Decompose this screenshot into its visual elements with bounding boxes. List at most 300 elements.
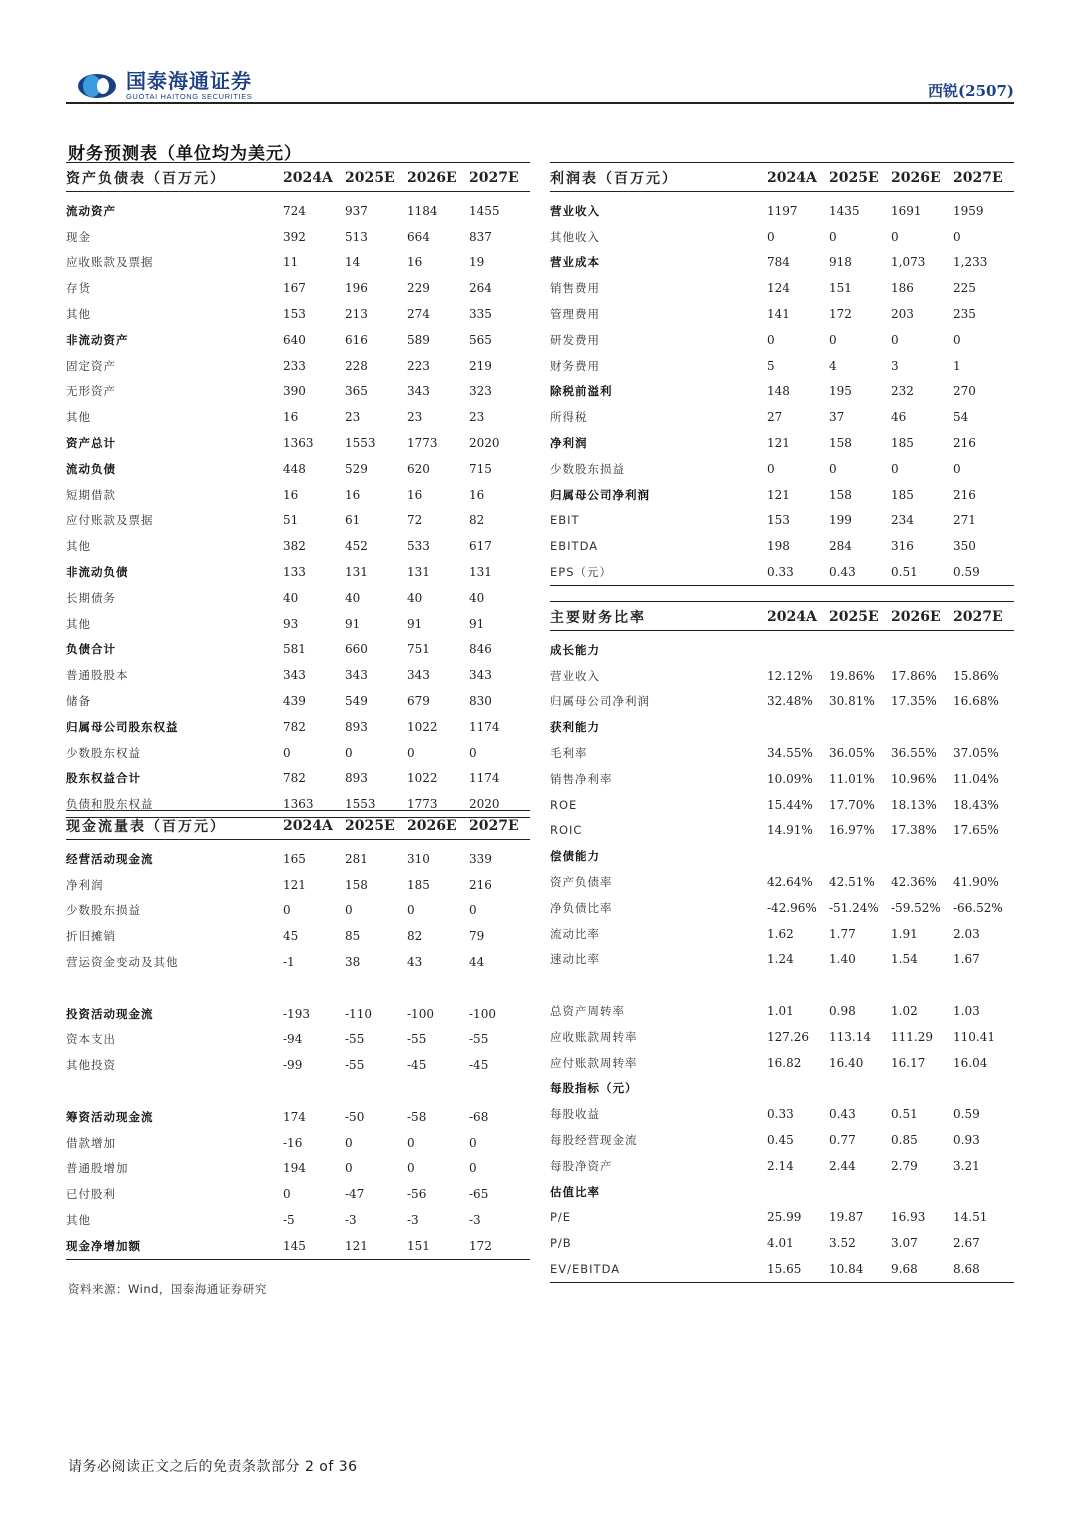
value-cell: 2.03 (953, 926, 980, 941)
value-cell: 16.17 (891, 1055, 926, 1070)
table-row (66, 662, 530, 688)
value-cell (283, 975, 345, 1001)
cash-flow-heading: 现金流量表（百万元） (66, 811, 283, 840)
value-cell: 581 (283, 642, 306, 657)
row-label: 应收账款周转率 (550, 1029, 638, 1044)
row-label: 归属母公司净利润 (550, 487, 650, 502)
value-cell: 17.65% (953, 823, 999, 838)
value-cell: 724 (283, 203, 306, 218)
col-header: 2026E (891, 602, 953, 631)
table-row (66, 430, 530, 456)
value-cell: 23 (345, 410, 361, 425)
row-label: 少数股东权益 (66, 745, 141, 760)
value-cell: 42.51% (829, 875, 875, 890)
value-cell: 91 (345, 616, 361, 631)
value-cell: 2020 (469, 791, 530, 817)
table-row (66, 840, 530, 872)
row-label: 研发费用 (550, 332, 600, 347)
value-cell: 565 (469, 332, 492, 347)
value-cell: 1174 (469, 719, 500, 734)
value-cell: 271 (953, 513, 976, 528)
value-cell: 45 (283, 929, 299, 944)
value-cell: 25.99 (767, 1210, 802, 1225)
value-cell: 16.04 (953, 1055, 988, 1070)
table-row (66, 379, 530, 405)
value-cell: 121 (767, 436, 790, 451)
row-label: 现金 (66, 229, 91, 244)
table-row (550, 998, 1014, 1024)
value-cell: -47 (345, 1187, 365, 1202)
row-label: 应付账款周转率 (550, 1055, 638, 1070)
row-label: P/E (550, 1210, 572, 1225)
value-cell: 549 (345, 694, 368, 709)
value-cell: 113.14 (829, 1029, 871, 1044)
value-cell: 0 (829, 332, 837, 347)
value-cell: 213 (345, 307, 368, 322)
table-row (550, 482, 1014, 508)
table-row (66, 1233, 530, 1259)
value-cell (345, 1078, 407, 1104)
value-cell: 392 (283, 229, 306, 244)
disclaimer-page-number: 请务必阅读正文之后的免责条款部分 2 of 36 (68, 1459, 358, 1475)
row-label: 速动比率 (550, 952, 600, 967)
value-cell: 310 (407, 851, 430, 866)
table-row (550, 1179, 1014, 1205)
company-code: 西锐(2507) (928, 82, 1014, 100)
row-label: 固定资产 (66, 358, 116, 373)
table-row (66, 250, 530, 276)
value-cell (891, 1179, 953, 1205)
row-label: 每股净资产 (550, 1158, 613, 1173)
logo-en-text: GUOTAI HAITONG SECURITIES (126, 92, 253, 101)
value-cell: 42.36% (891, 875, 937, 890)
table-row (66, 611, 530, 637)
value-cell: 1773 (407, 436, 438, 451)
row-label: 资产负债率 (550, 875, 613, 890)
value-cell: 167 (283, 281, 306, 296)
table-row (66, 1181, 530, 1207)
value-cell: 42.64% (767, 875, 813, 890)
row-label: 储备 (66, 694, 91, 709)
row-label: 应付账款及票据 (66, 513, 154, 528)
value-cell: 16 (407, 487, 423, 502)
value-cell: 185 (407, 877, 430, 892)
table-row (550, 224, 1014, 250)
row-label: 其他 (66, 539, 91, 554)
value-cell: 2.67 (953, 1236, 980, 1251)
table-row (66, 872, 530, 898)
value-cell: 127.26 (767, 1029, 809, 1044)
value-cell (953, 1179, 1014, 1205)
col-header: 2024A (283, 163, 345, 192)
row-label: 营业收入 (550, 668, 600, 683)
value-cell: 0.45 (767, 1133, 794, 1148)
value-cell: 715 (469, 461, 492, 476)
col-header: 2026E (407, 811, 469, 840)
value-cell: 1197 (767, 203, 798, 218)
value-cell: -51.24% (829, 900, 879, 915)
row-label: 资产总计 (66, 436, 116, 451)
table-row (66, 1001, 530, 1027)
row-label: EBITDA (550, 539, 599, 554)
row-label: 经营活动现金流 (66, 851, 154, 866)
value-cell: 529 (345, 461, 368, 476)
value-cell (891, 631, 953, 663)
value-cell (953, 631, 1014, 663)
value-cell: 1435 (829, 203, 860, 218)
value-cell: 452 (345, 539, 368, 554)
value-cell: 44 (469, 955, 485, 970)
value-cell: 0.59 (953, 1107, 980, 1122)
value-cell: 18.43% (953, 797, 999, 812)
value-cell: 131 (469, 565, 492, 580)
value-cell: 151 (829, 281, 852, 296)
value-cell: 1174 (469, 771, 500, 786)
row-label: P/B (550, 1236, 572, 1251)
table-row (66, 923, 530, 949)
value-cell (469, 975, 530, 1001)
value-cell: 198 (767, 539, 790, 554)
value-cell (953, 1076, 1014, 1102)
value-cell: 8.68 (953, 1256, 1014, 1282)
value-cell: -55 (345, 1032, 365, 1047)
col-header: 2025E (829, 602, 891, 631)
table-row (66, 1207, 530, 1233)
value-cell: 37 (829, 410, 845, 425)
value-cell: 72 (407, 513, 423, 528)
value-cell: 0.59 (953, 559, 1014, 585)
table-row (550, 947, 1014, 973)
value-cell: 14.51 (953, 1210, 988, 1225)
value-cell (829, 631, 891, 663)
value-cell: 0.93 (953, 1133, 980, 1148)
table-row (550, 192, 1014, 224)
value-cell: -58 (407, 1109, 427, 1124)
value-cell: 0 (345, 745, 353, 760)
table-row (66, 482, 530, 508)
value-cell: 343 (407, 668, 430, 683)
value-cell (891, 843, 953, 869)
value-cell: 151 (407, 1233, 469, 1259)
row-label: 每股经营现金流 (550, 1133, 638, 1148)
row-label: 普通股增加 (66, 1161, 129, 1176)
value-cell: 893 (345, 771, 368, 786)
value-cell: 16 (283, 410, 299, 425)
col-header: 2027E (469, 163, 530, 192)
row-label: EPS（元） (550, 559, 767, 585)
value-cell: 34.55% (767, 746, 813, 761)
value-cell: 11 (283, 255, 299, 270)
value-cell: 219 (469, 358, 492, 373)
value-cell: 830 (469, 694, 492, 709)
value-cell: 0.51 (891, 1107, 918, 1122)
balance-sheet-heading: 资产负债表（百万元） (66, 163, 283, 192)
value-cell (829, 972, 891, 998)
value-cell: 194 (283, 1161, 306, 1176)
value-cell: 0 (407, 1135, 415, 1150)
value-cell: 46 (891, 410, 907, 425)
value-cell: 93 (283, 616, 299, 631)
value-cell: -3 (469, 1213, 481, 1228)
table-row (550, 869, 1014, 895)
value-cell: 660 (345, 642, 368, 657)
table-row (66, 1052, 530, 1078)
value-cell (767, 1076, 829, 1102)
table-row (550, 379, 1014, 405)
row-label: 其他 (66, 616, 91, 631)
table-row (66, 740, 530, 766)
value-cell: 782 (283, 771, 306, 786)
value-cell: 199 (829, 513, 852, 528)
value-cell: 316 (891, 539, 914, 554)
value-cell: 270 (953, 384, 976, 399)
value-cell: 3 (891, 358, 899, 373)
row-label: 流动负债 (66, 461, 116, 476)
table-row (66, 949, 530, 975)
row-label: 少数股东损益 (66, 903, 141, 918)
value-cell: 40 (407, 590, 423, 605)
table-row (550, 1205, 1014, 1231)
table-row (550, 327, 1014, 353)
value-cell: 82 (469, 513, 485, 528)
value-cell: 216 (953, 436, 976, 451)
col-header: 2025E (829, 163, 891, 192)
value-cell: 196 (345, 281, 368, 296)
value-cell: 1184 (407, 203, 438, 218)
value-cell: 448 (283, 461, 306, 476)
value-cell: 0 (767, 332, 775, 347)
value-cell: 131 (407, 565, 430, 580)
value-cell: 0 (829, 229, 837, 244)
table-row (550, 1256, 1014, 1282)
value-cell: 343 (407, 384, 430, 399)
table-row (550, 1024, 1014, 1050)
value-cell: 10.84 (829, 1256, 891, 1282)
value-cell: -42.96% (767, 900, 817, 915)
table-row (550, 559, 1014, 585)
value-cell: 141 (767, 307, 790, 322)
table-row (550, 689, 1014, 715)
value-cell: 172 (469, 1233, 530, 1259)
row-label: 营业成本 (550, 255, 600, 270)
value-cell: 0.77 (829, 1133, 856, 1148)
value-cell: 4 (829, 358, 837, 373)
value-cell: 9.68 (891, 1256, 953, 1282)
value-cell: 1.24 (767, 952, 794, 967)
table-row (550, 353, 1014, 379)
value-cell: -50 (345, 1109, 365, 1124)
col-header: 2027E (953, 163, 1014, 192)
table-row (66, 353, 530, 379)
row-label: 折旧摊销 (66, 929, 116, 944)
col-header: 2025E (345, 811, 407, 840)
value-cell: 0 (283, 903, 291, 918)
value-cell: -55 (469, 1032, 489, 1047)
table-row (66, 1104, 530, 1130)
value-cell: -66.52% (953, 900, 1003, 915)
value-cell: 0.43 (829, 1107, 856, 1122)
value-cell: 40 (283, 590, 299, 605)
value-cell: 133 (283, 565, 306, 580)
value-cell: 145 (283, 1233, 345, 1259)
row-label (550, 972, 767, 998)
value-cell: 225 (953, 281, 976, 296)
table-row (66, 975, 530, 1001)
value-cell: 153 (283, 307, 306, 322)
value-cell: 0.43 (829, 559, 891, 585)
row-label (66, 1078, 283, 1104)
value-cell: 0 (829, 461, 837, 476)
value-cell (829, 714, 891, 740)
value-cell: -55 (345, 1058, 365, 1073)
row-label: 负债合计 (66, 642, 116, 657)
value-cell (953, 714, 1014, 740)
value-cell: 5 (767, 358, 775, 373)
value-cell: 281 (345, 851, 368, 866)
value-cell: 11.04% (953, 771, 999, 786)
value-cell: 10.96% (891, 771, 937, 786)
table-row (66, 456, 530, 482)
row-label: 每股收益 (550, 1107, 600, 1122)
value-cell: 91 (407, 616, 423, 631)
value-cell: 195 (829, 384, 852, 399)
value-cell: 36.05% (829, 746, 875, 761)
table-row (66, 192, 530, 224)
row-label: 销售费用 (550, 281, 600, 296)
row-label: 普通股股本 (66, 668, 129, 683)
value-cell: 17.35% (891, 694, 937, 709)
logo-cn-text: 国泰海通证券 (126, 69, 252, 93)
value-cell: 0 (891, 229, 899, 244)
table-row (550, 818, 1014, 844)
value-cell: 1022 (407, 719, 438, 734)
value-cell (891, 972, 953, 998)
value-cell: 16 (345, 487, 361, 502)
value-cell: 186 (891, 281, 914, 296)
table-row (66, 1130, 530, 1156)
value-cell: 1363 (283, 436, 314, 451)
value-cell: -45 (469, 1058, 489, 1073)
value-cell: -45 (407, 1058, 427, 1073)
row-label: 非流动负债 (66, 565, 129, 580)
row-label: 每股指标（元） (550, 1081, 638, 1096)
value-cell: 1363 (283, 791, 345, 817)
table-row (550, 301, 1014, 327)
value-cell (891, 1076, 953, 1102)
value-cell: 664 (407, 229, 430, 244)
row-label: 资本支出 (66, 1032, 116, 1047)
value-cell: 1.03 (953, 1004, 980, 1019)
value-cell: 15.44% (767, 797, 813, 812)
value-cell: 439 (283, 694, 306, 709)
value-cell: 640 (283, 332, 306, 347)
value-cell: 165 (283, 851, 306, 866)
value-cell: 679 (407, 694, 430, 709)
value-cell (283, 1078, 345, 1104)
value-cell: 339 (469, 851, 492, 866)
value-cell: 0 (345, 1135, 353, 1150)
value-cell: -16 (283, 1135, 303, 1150)
row-label: 净利润 (550, 436, 588, 451)
value-cell: 918 (829, 255, 852, 270)
row-label: ROIC (550, 823, 583, 838)
row-label: 存货 (66, 281, 91, 296)
ratios-heading: 主要财务比率 (550, 602, 767, 631)
value-cell: 17.70% (829, 797, 875, 812)
value-cell: 16.40 (829, 1055, 864, 1070)
value-cell: 1773 (407, 791, 469, 817)
value-cell: 15.86% (953, 668, 999, 683)
value-cell: 0 (345, 1161, 353, 1176)
value-cell: 0 (891, 461, 899, 476)
col-header: 2027E (469, 811, 530, 840)
value-cell: 1959 (953, 203, 984, 218)
row-label: EV/EBITDA (550, 1256, 767, 1282)
col-header: 2025E (345, 163, 407, 192)
value-cell: 19.86% (829, 668, 875, 683)
balance-sheet-table (66, 162, 530, 818)
value-cell: 0 (283, 745, 291, 760)
value-cell: 172 (829, 307, 852, 322)
table-row (66, 559, 530, 585)
row-label: 其他收入 (550, 229, 600, 244)
row-label: 除税前溢利 (550, 384, 613, 399)
row-label: 毛利率 (550, 746, 588, 761)
value-cell: 43 (407, 955, 423, 970)
value-cell: 1.02 (891, 1004, 918, 1019)
value-cell (407, 1078, 469, 1104)
value-cell: 751 (407, 642, 430, 657)
value-cell: 0.85 (891, 1133, 918, 1148)
value-cell: 12.12% (767, 668, 813, 683)
table-row (66, 327, 530, 353)
value-cell: 1,073 (891, 255, 926, 270)
table-row (66, 688, 530, 714)
table-row (66, 714, 530, 740)
table-row (66, 404, 530, 430)
value-cell: -3 (345, 1213, 357, 1228)
row-label: 其他 (66, 410, 91, 425)
value-cell: 0.51 (891, 559, 953, 585)
value-cell: 158 (829, 436, 852, 451)
row-label: 营业收入 (550, 203, 600, 218)
value-cell: 111.29 (891, 1029, 933, 1044)
value-cell (407, 975, 469, 1001)
col-header: 2024A (767, 602, 829, 631)
value-cell: 0 (767, 229, 775, 244)
value-cell: 343 (469, 668, 492, 683)
value-cell: -56 (407, 1187, 427, 1202)
value-cell: -94 (283, 1032, 303, 1047)
value-cell: 343 (283, 668, 306, 683)
value-cell: 390 (283, 384, 306, 399)
value-cell: 0 (953, 332, 961, 347)
value-cell: 846 (469, 642, 492, 657)
value-cell: 264 (469, 281, 492, 296)
value-cell: 27 (767, 410, 783, 425)
value-cell: 15.65 (767, 1256, 829, 1282)
row-label: 估值比率 (550, 1184, 600, 1199)
value-cell: 228 (345, 358, 368, 373)
value-cell: 0 (891, 332, 899, 347)
value-cell (891, 714, 953, 740)
table-row (66, 1156, 530, 1182)
value-cell: 174 (283, 1109, 306, 1124)
value-cell: 158 (829, 487, 852, 502)
value-cell: 1455 (469, 203, 500, 218)
table-row (550, 895, 1014, 921)
col-header: 2024A (283, 811, 345, 840)
